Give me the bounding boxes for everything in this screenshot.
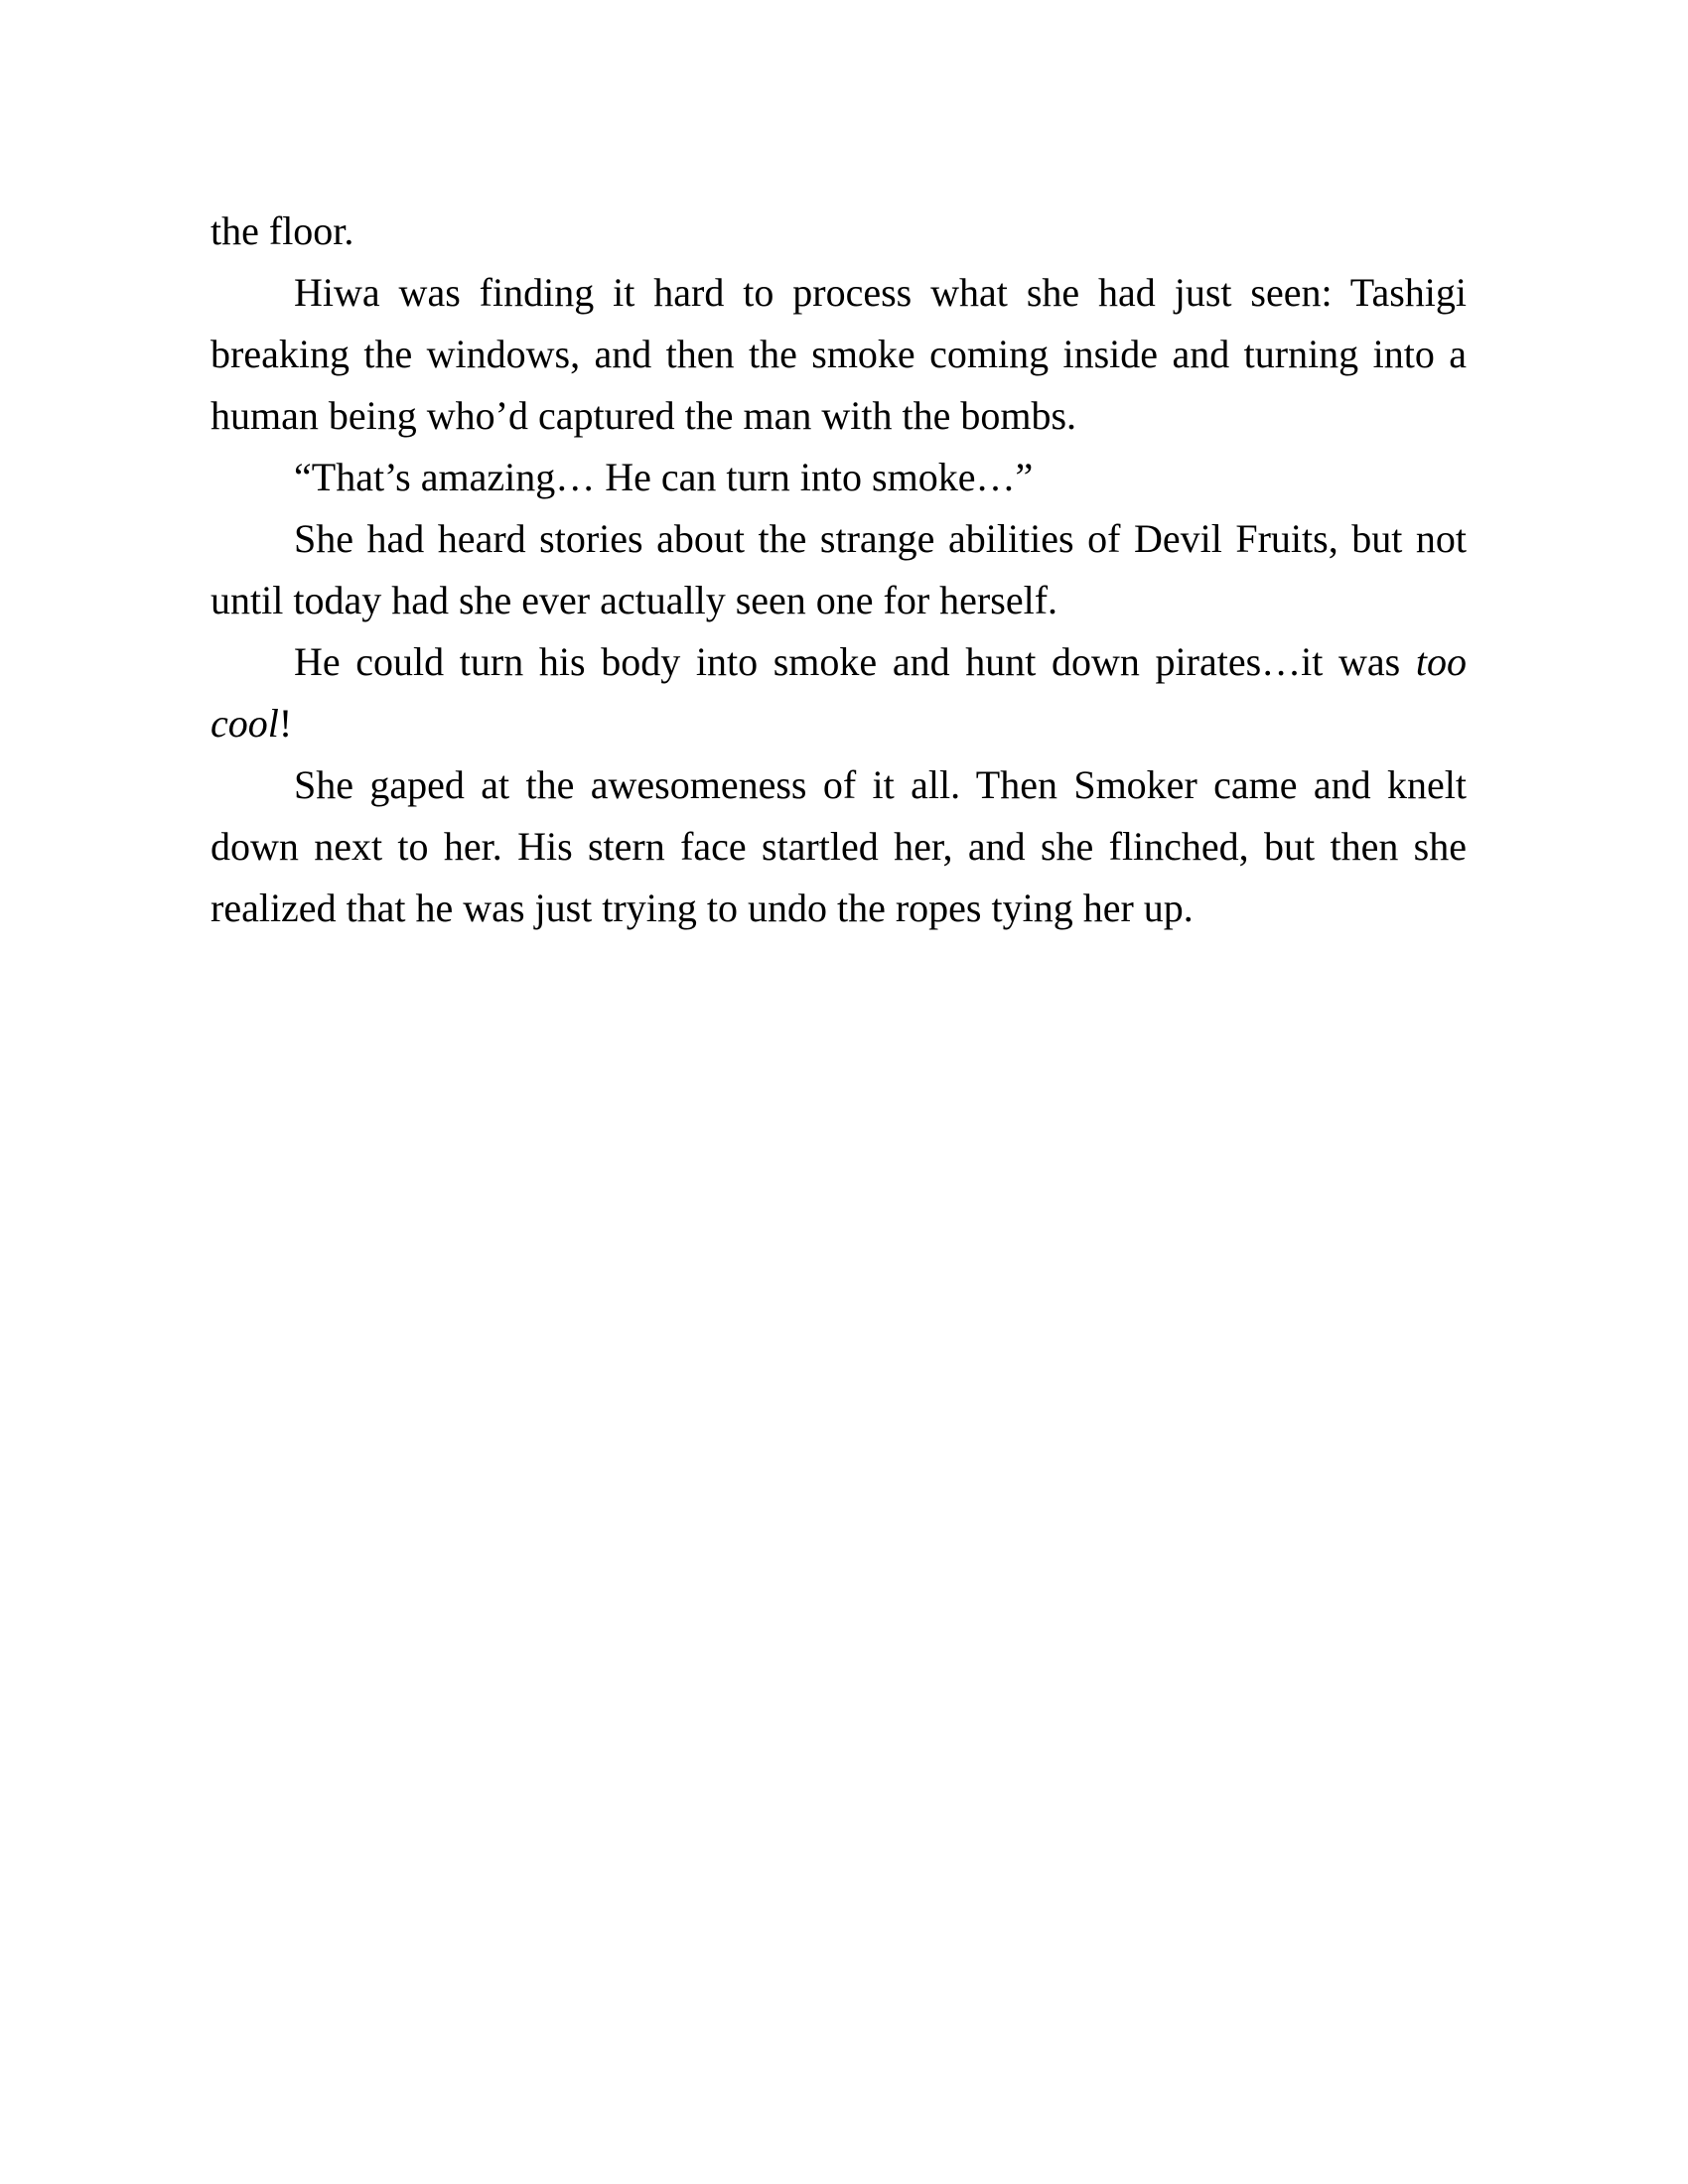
paragraph-text: He could turn his body into smoke and hunt down pirates…it was: [294, 639, 1416, 684]
paragraph: [211, 631, 1467, 754]
body-text: [211, 201, 1467, 939]
paragraph: [211, 262, 1467, 447]
paragraph-text: !: [278, 701, 293, 746]
paragraph-text: “That’s amazing… He can turn into smoke…”: [294, 455, 1034, 499]
paragraph-text: She gaped at the awesomeness of it all. Then Smoker came and knelt down next to her. His stern face startled her, and she flinched, but then she realized that he was just trying to undo the ropes tying her up.: [211, 762, 1467, 930]
paragraph-text: the floor.: [211, 208, 354, 253]
paragraph-text: She had heard stories about the strange abilities of Devil Fruits, but not until today had she ever actually seen one for herself.: [211, 516, 1467, 622]
emphasized-text: too cool: [211, 639, 1467, 746]
paragraph: [211, 508, 1467, 631]
paragraph: [211, 754, 1467, 939]
dialogue-paragraph: [211, 447, 1467, 508]
paragraph-continuation: [211, 201, 1467, 262]
paragraph-text: Hiwa was finding it hard to process what she had just seen: Tashigi breaking the windows, and then the smoke coming inside and turning into a human being who’d captured the man with the bombs.: [211, 270, 1467, 438]
